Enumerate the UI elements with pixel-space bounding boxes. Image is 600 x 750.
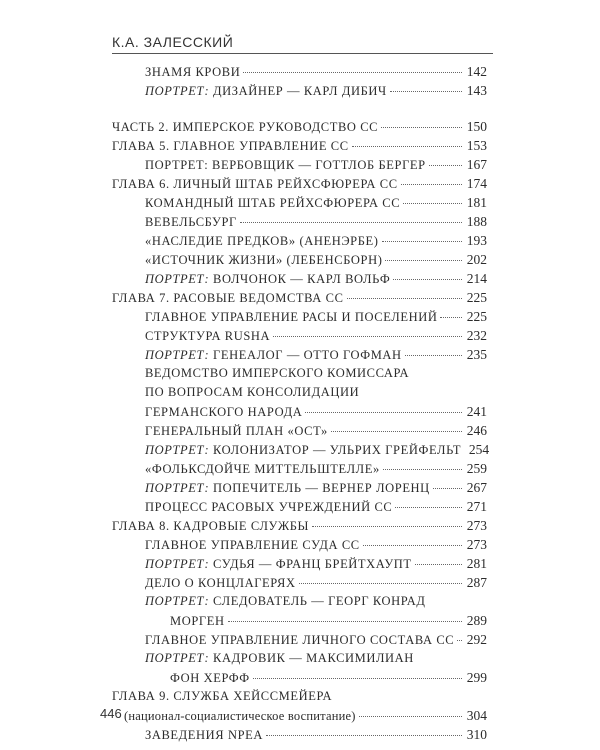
toc-title: ЗАВЕДЕНИЯ NPEA bbox=[145, 728, 263, 742]
toc-title-text: ВОЛЧОНОК — КАРЛ ВОЛЬФ bbox=[209, 272, 391, 286]
toc-entry[interactable] bbox=[145, 326, 487, 345]
toc-title: ГЛАВА 9. СЛУЖБА ХЕЙССМЕЙЕРА bbox=[112, 689, 333, 703]
toc-title: ГЛАВНОЕ УПРАВЛЕНИЕ ЛИЧНОГО СОСТАВА СС bbox=[145, 633, 455, 647]
toc-title: ГЛАВА 8. КАДРОВЫЕ СЛУЖБЫ bbox=[112, 519, 310, 533]
toc-title: ПОРТРЕТ: ВЕРБОВЩИК — ГОТТЛОБ БЕРГЕР bbox=[145, 158, 426, 172]
leader-dots bbox=[305, 412, 462, 413]
toc-title-text: ГЕНЕАЛОГ — ОТТО ГОФМАН bbox=[209, 348, 402, 362]
leader-dots bbox=[352, 146, 462, 147]
toc-title: ГЛАВА 6. ЛИЧНЫЙ ШТАБ РЕЙХСФЮРЕРА СС bbox=[112, 177, 398, 191]
toc-title: МОРГЕН bbox=[170, 614, 225, 628]
toc-title: ГЛАВА 5. ГЛАВНОЕ УПРАВЛЕНИЕ СС bbox=[112, 139, 349, 153]
running-head: К.А. ЗАЛЕССКИЙ bbox=[112, 34, 234, 50]
toc-entry[interactable] bbox=[112, 516, 487, 535]
toc-entry[interactable] bbox=[145, 212, 487, 231]
toc-title bbox=[145, 270, 390, 289]
toc-entry[interactable] bbox=[145, 155, 487, 174]
toc-entry[interactable] bbox=[145, 250, 487, 269]
leader-dots bbox=[457, 640, 462, 641]
toc-entry[interactable] bbox=[145, 231, 487, 250]
toc-title: «НАСЛЕДИЕ ПРЕДКОВ» (АНЕНЭРБЕ) bbox=[145, 234, 379, 248]
toc-entry[interactable] bbox=[112, 174, 487, 193]
toc-title: ГЛАВНОЕ УПРАВЛЕНИЕ РАСЫ И ПОСЕЛЕНИЙ bbox=[145, 310, 438, 324]
toc-entry[interactable] bbox=[112, 288, 487, 307]
toc-title: ЗНАМЯ КРОВИ bbox=[145, 65, 241, 79]
leader-dots bbox=[390, 91, 462, 92]
portrait-label: ПОРТРЕТ: bbox=[145, 348, 210, 362]
leader-dots bbox=[347, 298, 462, 299]
toc-entry[interactable] bbox=[112, 687, 487, 706]
toc-entry[interactable] bbox=[170, 611, 487, 630]
toc-page: 225 bbox=[466, 309, 487, 324]
leader-dots bbox=[383, 469, 462, 470]
leader-dots bbox=[401, 184, 462, 185]
toc-title bbox=[145, 592, 426, 611]
toc-title: ПО ВОПРОСАМ КОНСОЛИДАЦИИ bbox=[145, 385, 360, 399]
toc-page: 241 bbox=[466, 404, 487, 419]
toc-entry[interactable] bbox=[145, 573, 487, 592]
leader-dots bbox=[385, 260, 462, 261]
toc-title-text: СУДЬЯ — ФРАНЦ БРЕЙТХАУПТ bbox=[209, 557, 412, 571]
leader-dots bbox=[228, 621, 462, 622]
toc-title: «ФОЛЬКСДОЙЧЕ МИТТЕЛЬШТЕЛЛЕ» bbox=[145, 462, 380, 476]
toc-page: 273 bbox=[466, 537, 487, 552]
toc-page: 310 bbox=[466, 727, 487, 742]
toc-page: 150 bbox=[466, 119, 487, 134]
portrait-label: ПОРТРЕТ: bbox=[145, 481, 210, 495]
toc-entry[interactable] bbox=[145, 459, 487, 478]
toc-title: ПРОЦЕСС РАСОВЫХ УЧРЕЖДЕНИЙ СС bbox=[145, 500, 393, 514]
toc-title: ГЕНЕРАЛЬНЫЙ ПЛАН «ОСТ» bbox=[145, 424, 328, 438]
toc-page: 193 bbox=[466, 233, 487, 248]
portrait-label: ПОРТРЕТ: bbox=[145, 272, 210, 286]
page-number: 446 bbox=[100, 706, 122, 721]
toc-page: 232 bbox=[466, 328, 487, 343]
toc-title-text: ПОПЕЧИТЕЛЬ — ВЕРНЕР ЛОРЕНЦ bbox=[209, 481, 430, 495]
toc-title: ГЛАВА 7. РАСОВЫЕ ВЕДОМСТВА СС bbox=[112, 291, 344, 305]
toc-page: 267 bbox=[466, 480, 487, 495]
toc-title bbox=[145, 649, 414, 668]
toc-title: «ИСТОЧНИК ЖИЗНИ» (ЛЕБЕНСБОРН) bbox=[145, 253, 383, 267]
toc-entry[interactable] bbox=[145, 725, 487, 744]
toc-title: ФОН ХЕРФФ bbox=[170, 671, 250, 685]
toc-title: ВЕДОМСТВО ИМПЕРСКОГО КОМИССАРА bbox=[145, 366, 410, 380]
leader-dots bbox=[405, 355, 462, 356]
toc-entry[interactable] bbox=[145, 592, 487, 611]
toc-page: 304 bbox=[466, 708, 487, 723]
leader-dots bbox=[433, 488, 462, 489]
leader-dots bbox=[240, 222, 462, 223]
toc-entry[interactable] bbox=[145, 497, 487, 516]
toc-title: ДЕЛО О КОНЦЛАГЕРЯХ bbox=[145, 576, 296, 590]
toc-entry[interactable] bbox=[145, 364, 487, 383]
toc-entry[interactable] bbox=[145, 440, 490, 459]
toc-page: 188 bbox=[466, 214, 487, 229]
portrait-label: ПОРТРЕТ: bbox=[145, 594, 210, 608]
toc-entry[interactable] bbox=[145, 554, 487, 573]
toc-page: 225 bbox=[466, 290, 487, 305]
toc-entry[interactable] bbox=[145, 649, 487, 668]
portrait-label: ПОРТРЕТ: bbox=[145, 557, 210, 571]
toc-page: 143 bbox=[466, 83, 487, 98]
portrait-label: ПОРТРЕТ: bbox=[145, 84, 210, 98]
toc-entry[interactable] bbox=[145, 383, 487, 402]
toc-entry[interactable] bbox=[124, 706, 487, 725]
toc-page: 181 bbox=[466, 195, 487, 210]
portrait-label: ПОРТРЕТ: bbox=[145, 443, 210, 457]
toc-entry[interactable] bbox=[145, 535, 487, 554]
toc-title bbox=[145, 441, 461, 460]
leader-dots bbox=[312, 526, 462, 527]
toc-page: 287 bbox=[466, 575, 487, 590]
toc-entry[interactable] bbox=[112, 117, 487, 136]
leader-dots bbox=[273, 336, 462, 337]
leader-dots bbox=[381, 127, 462, 128]
leader-dots bbox=[395, 507, 462, 508]
toc-title: ГЛАВНОЕ УПРАВЛЕНИЕ СУДА СС bbox=[145, 538, 360, 552]
toc-title-text: КАДРОВИК — МАКСИМИЛИАН bbox=[209, 651, 414, 665]
leader-dots bbox=[299, 583, 462, 584]
toc-title: ГЕРМАНСКОГО НАРОДА bbox=[145, 405, 303, 419]
toc-entry[interactable] bbox=[145, 81, 487, 100]
toc-title-text: КОЛОНИЗАТОР — УЛЬРИХ ГРЕЙФЕЛЬТ bbox=[209, 443, 462, 457]
toc-title bbox=[145, 82, 387, 101]
toc-title: СТРУКТУРА RUSHA bbox=[145, 329, 271, 343]
portrait-label: ПОРТРЕТ: bbox=[145, 651, 210, 665]
toc-page: 289 bbox=[466, 613, 487, 628]
toc-entry[interactable] bbox=[145, 307, 487, 326]
leader-dots bbox=[243, 72, 462, 73]
toc-page: 153 bbox=[466, 138, 487, 153]
leader-dots bbox=[382, 241, 462, 242]
toc-title bbox=[145, 479, 430, 498]
leader-dots bbox=[429, 165, 462, 166]
toc-title bbox=[145, 346, 402, 365]
toc-entry[interactable] bbox=[145, 421, 487, 440]
leader-dots bbox=[363, 545, 462, 546]
toc-title: ВЕВЕЛЬСБУРГ bbox=[145, 215, 237, 229]
header-rule bbox=[112, 53, 493, 54]
toc-entry[interactable] bbox=[112, 136, 487, 155]
toc-entry[interactable] bbox=[145, 478, 487, 497]
toc-title-text: СЛЕДОВАТЕЛЬ — ГЕОРГ КОНРАД bbox=[209, 594, 426, 608]
leader-dots bbox=[440, 317, 462, 318]
toc-page: 167 bbox=[466, 157, 487, 172]
toc-title: КОМАНДНЫЙ ШТАБ РЕЙХСФЮРЕРА СС bbox=[145, 196, 401, 210]
toc-entry[interactable] bbox=[145, 62, 487, 81]
toc-title: ЧАСТЬ 2. ИМПЕРСКОЕ РУКОВОДСТВО СС bbox=[112, 120, 379, 134]
leader-dots bbox=[266, 735, 462, 736]
toc-page: 273 bbox=[466, 518, 487, 533]
toc-page: 246 bbox=[466, 423, 487, 438]
toc-page: 142 bbox=[466, 64, 487, 79]
toc-title-text: ДИЗАЙНЕР — КАРЛ ДИБИЧ bbox=[209, 84, 387, 98]
toc-page: 174 bbox=[466, 176, 487, 191]
leader-dots bbox=[331, 431, 462, 432]
toc-page: 281 bbox=[466, 556, 487, 571]
toc-page: 235 bbox=[466, 347, 487, 362]
toc-entry[interactable] bbox=[145, 402, 487, 421]
leader-dots bbox=[359, 716, 462, 717]
leader-dots bbox=[415, 564, 462, 565]
toc-page: 271 bbox=[466, 499, 487, 514]
toc-title bbox=[145, 555, 412, 574]
toc-page: 259 bbox=[466, 461, 487, 476]
toc-page: 292 bbox=[466, 632, 487, 647]
toc-entry[interactable] bbox=[145, 269, 487, 288]
toc-page: 254 bbox=[468, 442, 490, 457]
toc-entry[interactable] bbox=[145, 345, 487, 364]
leader-dots bbox=[403, 203, 462, 204]
toc-page: 299 bbox=[466, 670, 487, 685]
toc-title: (национал-социалистическое воспитание) bbox=[124, 709, 356, 723]
toc-entry[interactable] bbox=[170, 668, 487, 687]
toc-page: 202 bbox=[466, 252, 487, 267]
toc-entry[interactable] bbox=[145, 630, 487, 649]
toc-entry[interactable] bbox=[145, 193, 487, 212]
toc-page: 214 bbox=[466, 271, 487, 286]
leader-dots bbox=[393, 279, 462, 280]
leader-dots bbox=[253, 678, 462, 679]
